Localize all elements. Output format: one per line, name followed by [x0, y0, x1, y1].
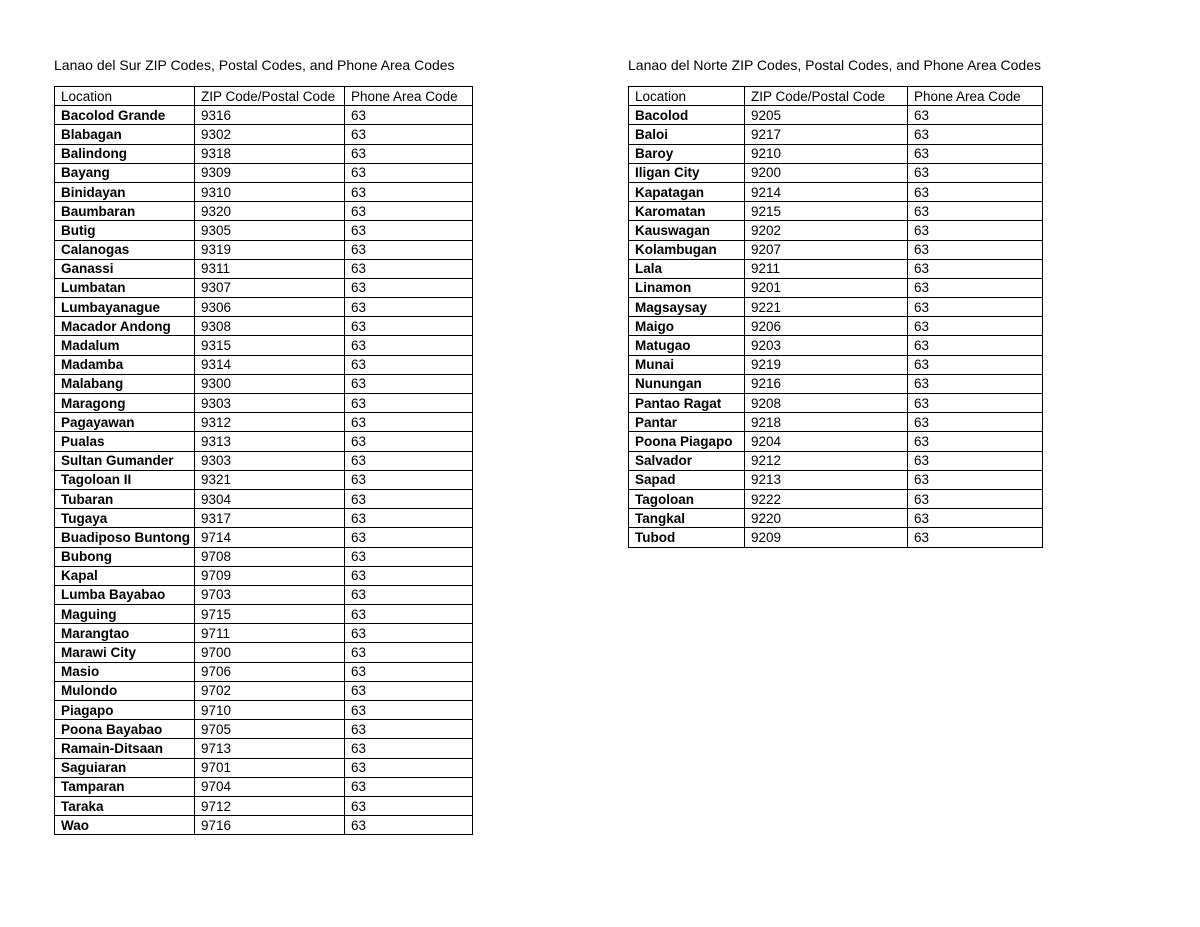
- location-cell: Maguing: [55, 605, 195, 624]
- zip-code-cell: 9305: [195, 221, 345, 240]
- location-cell: Tugaya: [55, 509, 195, 528]
- lanao-del-norte-title: Lanao del Norte ZIP Codes, Postal Codes, and Phone Area Codes: [628, 57, 1042, 73]
- zip-code-cell: 9706: [195, 662, 345, 681]
- location-cell: Bayang: [55, 163, 195, 182]
- phone-area-code-cell: 63: [345, 470, 473, 489]
- zip-code-cell: 9220: [745, 509, 908, 528]
- phone-area-code-cell: 63: [345, 643, 473, 662]
- zip-code-cell: 9715: [195, 605, 345, 624]
- phone-area-code-cell: 63: [908, 470, 1043, 489]
- zip-code-cell: 9218: [745, 413, 908, 432]
- zip-code-cell: 9201: [745, 278, 908, 297]
- zip-code-cell: 9202: [745, 221, 908, 240]
- location-cell: Linamon: [629, 278, 745, 297]
- phone-area-code-cell: 63: [908, 413, 1043, 432]
- table-row: [55, 240, 473, 259]
- phone-area-code-cell: 63: [908, 182, 1043, 201]
- phone-area-code-cell: 63: [908, 144, 1043, 163]
- table-row: [55, 317, 473, 336]
- zip-code-cell: 9210: [745, 144, 908, 163]
- location-cell: Maigo: [629, 317, 745, 336]
- table-row: [55, 528, 473, 547]
- phone-area-code-cell: 63: [345, 451, 473, 470]
- table-row: [629, 144, 1043, 163]
- location-cell: Kapatagan: [629, 182, 745, 201]
- zip-code-cell: 9215: [745, 202, 908, 221]
- zip-code-cell: 9702: [195, 681, 345, 700]
- phone-area-code-cell: 63: [908, 202, 1043, 221]
- zip-code-cell: 9303: [195, 451, 345, 470]
- location-cell: Maragong: [55, 394, 195, 413]
- phone-area-code-cell: 63: [345, 278, 473, 297]
- table-row: [55, 585, 473, 604]
- location-cell: Balindong: [55, 144, 195, 163]
- location-cell: Marangtao: [55, 624, 195, 643]
- table-row: [629, 509, 1043, 528]
- location-cell: Tangkal: [629, 509, 745, 528]
- table-row: [55, 509, 473, 528]
- zip-code-cell: 9304: [195, 489, 345, 508]
- zip-code-cell: 9710: [195, 701, 345, 720]
- zip-code-cell: 9700: [195, 643, 345, 662]
- zip-code-cell: 9311: [195, 259, 345, 278]
- table-row: [55, 605, 473, 624]
- table-row: [55, 374, 473, 393]
- table-row: [629, 489, 1043, 508]
- phone-area-code-cell: 63: [908, 278, 1043, 297]
- location-cell: Pantar: [629, 413, 745, 432]
- phone-area-code-cell: 63: [345, 701, 473, 720]
- phone-area-code-cell: 63: [345, 413, 473, 432]
- zip-code-cell: 9704: [195, 777, 345, 796]
- phone-area-code-cell: 63: [345, 125, 473, 144]
- zip-code-cell: 9211: [745, 259, 908, 278]
- phone-area-code-cell: 63: [908, 259, 1043, 278]
- phone-area-code-cell: 63: [908, 106, 1043, 125]
- table-header-row: [629, 87, 1043, 106]
- zip-code-cell: 9716: [195, 816, 345, 835]
- phone-area-code-cell: 63: [345, 720, 473, 739]
- lanao-del-sur-table: [54, 86, 473, 835]
- location-cell: Butig: [55, 221, 195, 240]
- location-cell: Binidayan: [55, 182, 195, 201]
- phone-area-code-cell: 63: [908, 163, 1043, 182]
- phone-area-code-cell: 63: [345, 509, 473, 528]
- table-row: [629, 259, 1043, 278]
- zip-code-cell: 9204: [745, 432, 908, 451]
- location-cell: Kapal: [55, 566, 195, 585]
- table-row: [55, 298, 473, 317]
- location-cell: Tagoloan: [629, 489, 745, 508]
- location-cell: Kolambugan: [629, 240, 745, 259]
- table-row: [629, 221, 1043, 240]
- location-cell: Bacolod Grande: [55, 106, 195, 125]
- location-cell: Malabang: [55, 374, 195, 393]
- zip-code-cell: 9300: [195, 374, 345, 393]
- location-cell: Masio: [55, 662, 195, 681]
- zip-code-cell: 9302: [195, 125, 345, 144]
- table-row: [55, 739, 473, 758]
- header-phone-area-code: Phone Area Code: [908, 87, 1043, 106]
- location-cell: Lala: [629, 259, 745, 278]
- zip-code-cell: 9709: [195, 566, 345, 585]
- phone-area-code-cell: 63: [908, 451, 1043, 470]
- zip-code-cell: 9306: [195, 298, 345, 317]
- location-cell: Pantao Ragat: [629, 394, 745, 413]
- table-row: [55, 451, 473, 470]
- location-cell: Calanogas: [55, 240, 195, 259]
- table-row: [55, 681, 473, 700]
- phone-area-code-cell: 63: [345, 739, 473, 758]
- table-row: [55, 163, 473, 182]
- phone-area-code-cell: 63: [345, 182, 473, 201]
- location-cell: Buadiposo Buntong: [55, 528, 195, 547]
- table-row: [55, 336, 473, 355]
- location-cell: Lumbayanague: [55, 298, 195, 317]
- zip-code-cell: 9206: [745, 317, 908, 336]
- phone-area-code-cell: 63: [345, 106, 473, 125]
- zip-code-cell: 9217: [745, 125, 908, 144]
- zip-code-cell: 9214: [745, 182, 908, 201]
- phone-area-code-cell: 63: [345, 221, 473, 240]
- location-cell: Magsaysay: [629, 298, 745, 317]
- zip-code-cell: 9303: [195, 394, 345, 413]
- table-row: [55, 816, 473, 835]
- location-cell: Madalum: [55, 336, 195, 355]
- location-cell: Karomatan: [629, 202, 745, 221]
- location-cell: Matugao: [629, 336, 745, 355]
- table-row: [629, 240, 1043, 259]
- phone-area-code-cell: 63: [908, 298, 1043, 317]
- phone-area-code-cell: 63: [908, 489, 1043, 508]
- table-row: [629, 470, 1043, 489]
- location-cell: Ramain-Ditsaan: [55, 739, 195, 758]
- zip-code-cell: 9316: [195, 106, 345, 125]
- location-cell: Lumbatan: [55, 278, 195, 297]
- table-row: [629, 317, 1043, 336]
- location-cell: Tamparan: [55, 777, 195, 796]
- phone-area-code-cell: 63: [908, 336, 1043, 355]
- location-cell: Poona Bayabao: [55, 720, 195, 739]
- zip-code-cell: 9219: [745, 355, 908, 374]
- phone-area-code-cell: 63: [345, 336, 473, 355]
- location-cell: Blabagan: [55, 125, 195, 144]
- location-cell: Pualas: [55, 432, 195, 451]
- zip-code-cell: 9213: [745, 470, 908, 489]
- zip-code-cell: 9320: [195, 202, 345, 221]
- table-row: [55, 432, 473, 451]
- zip-code-cell: 9703: [195, 585, 345, 604]
- zip-code-cell: 9216: [745, 374, 908, 393]
- zip-code-cell: 9701: [195, 758, 345, 777]
- phone-area-code-cell: 63: [908, 355, 1043, 374]
- location-cell: Saguiaran: [55, 758, 195, 777]
- phone-area-code-cell: 63: [345, 489, 473, 508]
- header-zip-code: ZIP Code/Postal Code: [745, 87, 908, 106]
- zip-code-cell: 9308: [195, 317, 345, 336]
- phone-area-code-cell: 63: [345, 394, 473, 413]
- zip-code-cell: 9712: [195, 796, 345, 815]
- location-cell: Tubod: [629, 528, 745, 547]
- zip-code-cell: 9209: [745, 528, 908, 547]
- zip-code-cell: 9205: [745, 106, 908, 125]
- zip-code-cell: 9714: [195, 528, 345, 547]
- lanao-del-norte-section: [628, 55, 1042, 548]
- phone-area-code-cell: 63: [908, 125, 1043, 144]
- location-cell: Nunungan: [629, 374, 745, 393]
- location-cell: Baumbaran: [55, 202, 195, 221]
- table-row: [55, 643, 473, 662]
- table-row: [629, 298, 1043, 317]
- lanao-del-sur-title: Lanao del Sur ZIP Codes, Postal Codes, and Phone Area Codes: [54, 57, 455, 73]
- zip-code-cell: 9207: [745, 240, 908, 259]
- location-cell: Wao: [55, 816, 195, 835]
- lanao-del-sur-section: [54, 55, 472, 835]
- zip-code-cell: 9203: [745, 336, 908, 355]
- location-cell: Sapad: [629, 470, 745, 489]
- zip-code-cell: 9312: [195, 413, 345, 432]
- zip-code-cell: 9319: [195, 240, 345, 259]
- location-cell: Mulondo: [55, 681, 195, 700]
- table-row: [55, 701, 473, 720]
- phone-area-code-cell: 63: [345, 566, 473, 585]
- table-row: [55, 624, 473, 643]
- phone-area-code-cell: 63: [908, 240, 1043, 259]
- header-zip-code: ZIP Code/Postal Code: [195, 87, 345, 106]
- table-row: [55, 355, 473, 374]
- phone-area-code-cell: 63: [345, 605, 473, 624]
- zip-code-cell: 9317: [195, 509, 345, 528]
- zip-code-cell: 9321: [195, 470, 345, 489]
- phone-area-code-cell: 63: [345, 432, 473, 451]
- table-row: [629, 451, 1043, 470]
- location-cell: Lumba Bayabao: [55, 585, 195, 604]
- table-row: [629, 432, 1043, 451]
- table-row: [55, 144, 473, 163]
- table-row: [55, 758, 473, 777]
- table-row: [629, 106, 1043, 125]
- table-row: [55, 394, 473, 413]
- table-row: [629, 278, 1043, 297]
- table-row: [55, 413, 473, 432]
- phone-area-code-cell: 63: [908, 394, 1043, 413]
- table-row: [629, 125, 1043, 144]
- phone-area-code-cell: 63: [345, 259, 473, 278]
- table-row: [55, 470, 473, 489]
- zip-code-cell: 9314: [195, 355, 345, 374]
- phone-area-code-cell: 63: [345, 816, 473, 835]
- zip-code-cell: 9212: [745, 451, 908, 470]
- table-row: [55, 221, 473, 240]
- phone-area-code-cell: 63: [345, 681, 473, 700]
- location-cell: Iligan City: [629, 163, 745, 182]
- table-row: [629, 202, 1043, 221]
- phone-area-code-cell: 63: [345, 240, 473, 259]
- phone-area-code-cell: 63: [908, 528, 1043, 547]
- table-row: [55, 720, 473, 739]
- lanao-del-sur-table-body: [55, 106, 473, 835]
- location-cell: Sultan Gumander: [55, 451, 195, 470]
- table-header-row: [55, 87, 473, 106]
- table-row: [55, 796, 473, 815]
- location-cell: Bubong: [55, 547, 195, 566]
- location-cell: Pagayawan: [55, 413, 195, 432]
- table-row: [55, 125, 473, 144]
- table-row: [629, 413, 1043, 432]
- zip-code-cell: 9222: [745, 489, 908, 508]
- location-cell: Piagapo: [55, 701, 195, 720]
- lanao-del-norte-table-body: [629, 106, 1043, 547]
- table-row: [55, 777, 473, 796]
- table-row: [55, 547, 473, 566]
- header-location: Location: [629, 87, 745, 106]
- table-row: [629, 374, 1043, 393]
- zip-code-cell: 9713: [195, 739, 345, 758]
- zip-code-cell: 9310: [195, 182, 345, 201]
- zip-code-cell: 9708: [195, 547, 345, 566]
- header-phone-area-code: Phone Area Code: [345, 87, 473, 106]
- table-row: [629, 163, 1043, 182]
- phone-area-code-cell: 63: [908, 221, 1043, 240]
- phone-area-code-cell: 63: [908, 374, 1043, 393]
- phone-area-code-cell: 63: [345, 298, 473, 317]
- location-cell: Taraka: [55, 796, 195, 815]
- location-cell: Baroy: [629, 144, 745, 163]
- table-row: [629, 394, 1043, 413]
- zip-code-cell: 9208: [745, 394, 908, 413]
- location-cell: Salvador: [629, 451, 745, 470]
- phone-area-code-cell: 63: [345, 547, 473, 566]
- phone-area-code-cell: 63: [345, 144, 473, 163]
- phone-area-code-cell: 63: [345, 528, 473, 547]
- zip-code-cell: 9711: [195, 624, 345, 643]
- zip-code-cell: 9221: [745, 298, 908, 317]
- table-row: [55, 259, 473, 278]
- location-cell: Macador Andong: [55, 317, 195, 336]
- zip-code-cell: 9318: [195, 144, 345, 163]
- location-cell: Marawi City: [55, 643, 195, 662]
- zip-code-cell: 9315: [195, 336, 345, 355]
- zip-code-cell: 9307: [195, 278, 345, 297]
- phone-area-code-cell: 63: [345, 355, 473, 374]
- phone-area-code-cell: 63: [345, 758, 473, 777]
- table-row: [55, 489, 473, 508]
- table-row: [55, 278, 473, 297]
- location-cell: Madamba: [55, 355, 195, 374]
- location-cell: Baloi: [629, 125, 745, 144]
- phone-area-code-cell: 63: [908, 509, 1043, 528]
- phone-area-code-cell: 63: [345, 662, 473, 681]
- table-row: [629, 355, 1043, 374]
- table-row: [55, 566, 473, 585]
- phone-area-code-cell: 63: [345, 374, 473, 393]
- phone-area-code-cell: 63: [345, 585, 473, 604]
- zip-code-cell: 9200: [745, 163, 908, 182]
- location-cell: Tagoloan II: [55, 470, 195, 489]
- phone-area-code-cell: 63: [908, 432, 1043, 451]
- phone-area-code-cell: 63: [908, 317, 1043, 336]
- table-row: [55, 662, 473, 681]
- table-row: [55, 182, 473, 201]
- phone-area-code-cell: 63: [345, 317, 473, 336]
- location-cell: Tubaran: [55, 489, 195, 508]
- table-row: [629, 336, 1043, 355]
- header-location: Location: [55, 87, 195, 106]
- lanao-del-norte-table: [628, 86, 1043, 548]
- zip-code-cell: 9309: [195, 163, 345, 182]
- phone-area-code-cell: 63: [345, 777, 473, 796]
- table-row: [55, 106, 473, 125]
- phone-area-code-cell: 63: [345, 202, 473, 221]
- table-row: [629, 528, 1043, 547]
- location-cell: Kauswagan: [629, 221, 745, 240]
- location-cell: Ganassi: [55, 259, 195, 278]
- table-row: [55, 202, 473, 221]
- phone-area-code-cell: 63: [345, 796, 473, 815]
- phone-area-code-cell: 63: [345, 163, 473, 182]
- location-cell: Poona Piagapo: [629, 432, 745, 451]
- phone-area-code-cell: 63: [345, 624, 473, 643]
- location-cell: Bacolod: [629, 106, 745, 125]
- zip-code-cell: 9313: [195, 432, 345, 451]
- table-row: [629, 182, 1043, 201]
- zip-code-cell: 9705: [195, 720, 345, 739]
- location-cell: Munai: [629, 355, 745, 374]
